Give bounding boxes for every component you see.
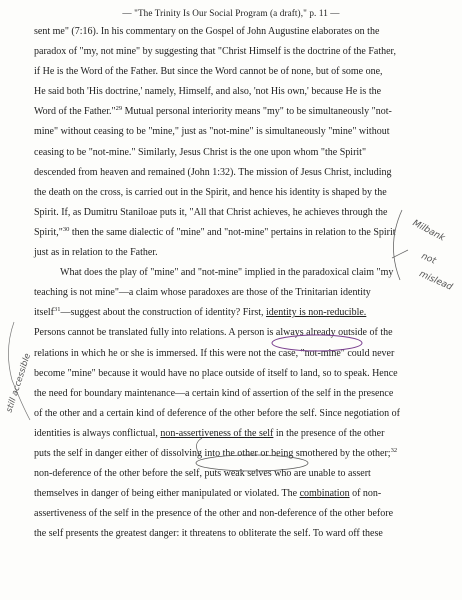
text-line: Spirit,"$^{30}$ then the same dialectic of "mine" and "not-mine" pertains in relation to the Spirit [34, 225, 396, 238]
margin-note-right: mislead [417, 269, 454, 293]
text-line: relations in which he or she is immersed. If this were not the case, "not-mine" could never [34, 347, 395, 359]
underlined-phrase: non-assertiveness of the self [160, 427, 274, 439]
text-line: descended from heaven and remained (John 1:32). The mission of Jesus Christ, including [34, 166, 392, 178]
text-line: themselves in danger of being either manipulated or violated. The combination of non- [34, 488, 382, 500]
text-line: non-deference of the other before the self, puts weak selves who are unable to assert [34, 468, 371, 480]
text-line: assertiveness of the self in the presence of the other and non-deference of the other before [34, 508, 394, 520]
text-line: Word of the Father."$^{29}$ Mutual personal interiority means "my" to be simultaneously "not- [34, 105, 392, 118]
text-line: puts the self in danger either of dissolving into the other or being smothered by the other;$^{32}$ [34, 446, 398, 459]
margin-note-right: Milbank [410, 218, 447, 244]
footnote-ref: 30 [62, 225, 70, 233]
text-line: the need for boundary maintenance—a certain kind of assertion of the self in the presence [34, 387, 394, 399]
text-line: Spirit. If, as Dumitru Staniloae puts it, "All that Christ achieves, he achieves through the [34, 206, 388, 218]
underlined-word: combination [299, 488, 350, 500]
text-line: He said both 'His doctrine,' namely, Himself, and also, 'not His own,' because He is the [34, 86, 382, 98]
text-line: identities is always conflictual, non-assertiveness of the self in the presence of the other [34, 427, 385, 439]
text-line: mine" without ceasing to be "mine," just as "not-mine" is simultaneously "mine" without [34, 126, 390, 138]
text-line: become "mine" because it would have no place outside of itself to land, so to speak. Hence [34, 367, 398, 379]
text-line: Persons cannot be translated fully into relations. A person is always already outside of the [34, 327, 393, 339]
margin-note-right: not [419, 251, 438, 267]
text-line: just as in relation to the Father. [34, 247, 158, 259]
footnote-ref: 31 [54, 306, 61, 314]
text-line: What does the play of "mine" and "not-mine" implied in the paradoxical claim "my [60, 267, 394, 279]
body-text [34, 22, 408, 544]
text-line: ceasing to be "not-mine." Similarly, Jesus Christ is the one upon whom "the Spirit" [34, 146, 367, 158]
margin-note-left: still accessible [4, 352, 34, 414]
text-line: paradox of "my, not mine" by suggesting that "Christ Himself is the doctrine of the Father, [34, 46, 396, 58]
text-line: itself$^{31}$—suggest about the construction of identity? First, identity is non-reducible. [34, 306, 367, 319]
text-line: sent me" (7:16). In his commentary on the Gospel of John Augustine elaborates on the [34, 26, 380, 37]
text-line: of the other and a certain kind of deference of the other before the self. Since negotiation of [34, 407, 400, 419]
underlined-phrase: identity is non-reducible. [266, 307, 367, 319]
text-line: if He is the Word of the Father. But since the Word cannot be of none, but of some one, [34, 66, 383, 78]
footnote-ref: 32 [390, 446, 398, 454]
text-line: the death on the cross, is carried out in the Spirit, and hence his identity is shaped by the [34, 186, 387, 198]
text-line: the self presents the greatest danger: it threatens to obliterate the self. To ward off these [34, 528, 383, 540]
text-line: teaching is not mine"—a claim whose paradoxes are those of the Trinitarian identity [34, 287, 371, 299]
page-header: — "The Trinity Is Our Social Program (a draft)," p. 11 — [122, 8, 340, 18]
footnote-ref: 29 [115, 105, 123, 113]
